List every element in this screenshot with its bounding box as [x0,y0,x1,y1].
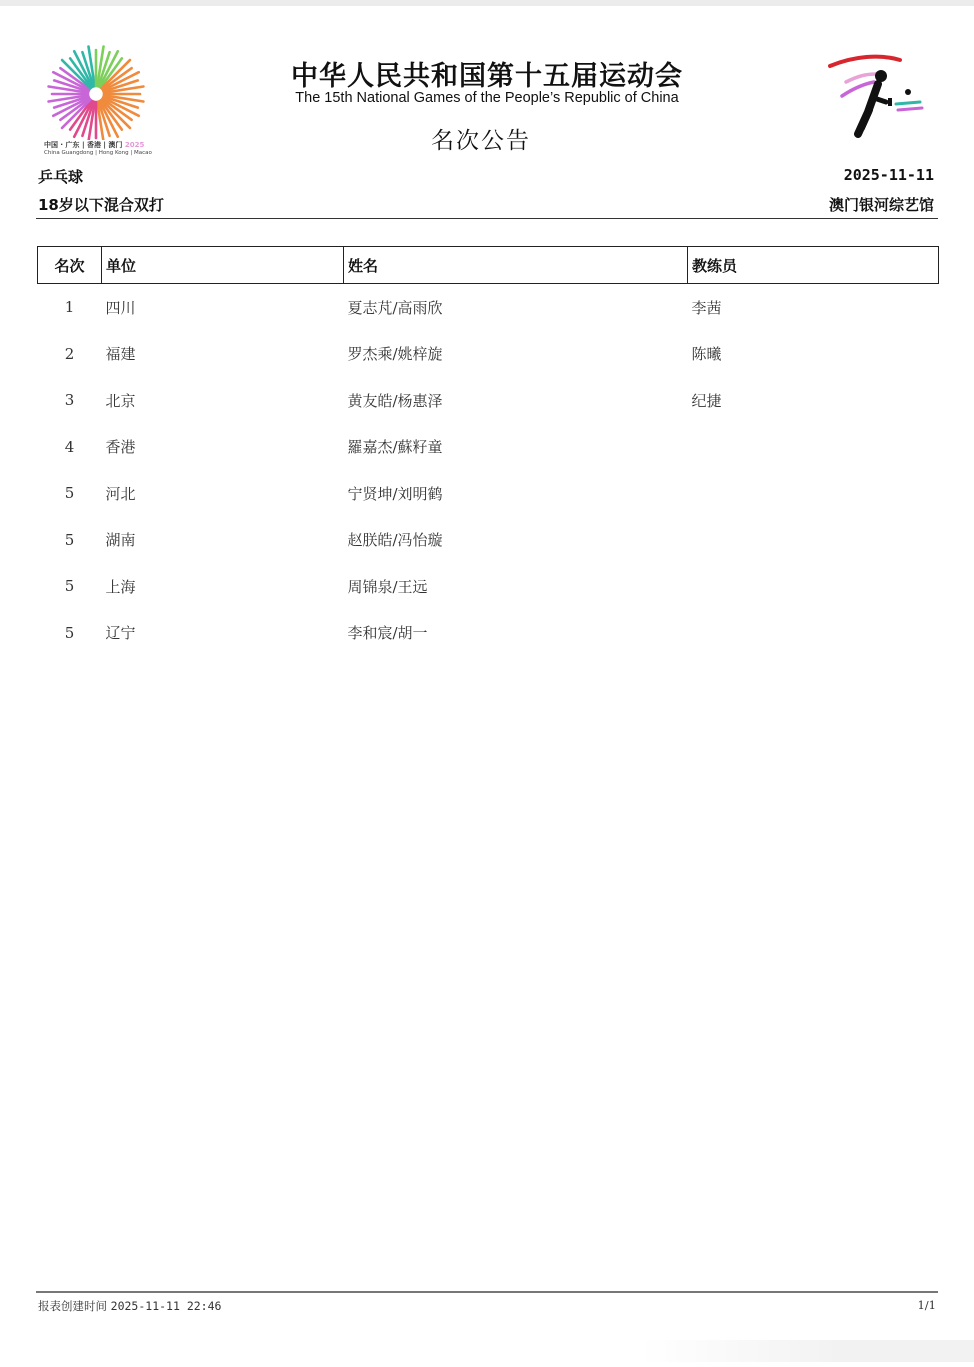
cell-rank: 5 [64,623,75,642]
header-coach: 教练员 [688,247,939,284]
cell-coach: 纪捷 [691,391,722,410]
cell-name: 李和宸/胡一 [347,624,428,643]
table-row [38,331,939,378]
table-tennis-icon [824,52,928,148]
games-title-en: The 15th National Games of the People’s Republic of China [295,90,679,106]
cell-unit: 辽宁 [105,624,136,643]
games-title-zh: 中华人民共和国第十五届运动会 [291,61,683,92]
event-date: 2025-11-11 [843,166,934,184]
cell-name: 赵朕皓/冯怡璇 [347,531,443,550]
event-name: 18岁以下混合双打 [38,196,164,214]
venue-name: 澳门银河综艺馆 [828,196,934,214]
document-title: 名次公告 [431,128,531,154]
cell-rank: 5 [64,530,75,549]
cell-rank: 2 [64,344,75,363]
cell-coach [688,424,939,471]
table-row [38,563,939,610]
table-row [38,284,939,331]
footer-divider [36,1291,938,1293]
table-header-row [38,247,939,284]
cell-coach: 陈曦 [691,345,722,364]
table-row [38,424,939,471]
cell-coach [688,610,939,657]
cell-unit: 四川 [105,298,136,317]
cell-rank: 5 [64,577,75,596]
cell-name: 周锦泉/王远 [347,577,428,596]
cell-name: 羅嘉杰/蘇籽童 [347,438,443,457]
cell-name: 罗杰乘/姚梓旋 [347,345,443,364]
cell-rank: 5 [64,484,75,503]
cell-coach [688,563,939,610]
cell-rank: 1 [64,298,75,317]
header-divider [36,218,938,219]
cell-rank: 4 [64,437,75,456]
cell-coach [688,517,939,564]
cell-name: 宁贤坤/刘明鹤 [347,484,443,503]
cell-unit: 福建 [105,345,136,364]
header-name: 姓名 [344,247,688,284]
table-row [38,517,939,564]
table-row [38,377,939,424]
table-row [38,610,939,657]
bottom-fade [640,1340,974,1362]
cell-coach: 李茜 [691,298,722,317]
results-table [37,246,939,656]
page-number: 1/1 [917,1298,936,1312]
report-created [38,1298,221,1314]
top-band [0,0,974,6]
sport-name: 乒乓球 [38,168,84,186]
header-rank: 名次 [38,247,102,284]
emblem-caption-en: China Guangdong | Hong Kong | Macao [44,150,152,156]
cell-unit: 湖南 [105,531,136,550]
table-tennis-pictogram [824,52,928,148]
created-time: 2025-11-11 22:46 [110,1299,222,1313]
emblem-caption-year: 2025 [124,141,145,149]
cell-unit: 北京 [105,391,136,410]
cell-name: 夏志芃/高雨欣 [347,298,443,317]
cell-unit: 河北 [105,484,136,503]
cell-rank: 3 [64,391,75,410]
emblem-caption-zh: 中国 · 广东 | 香港 | 澳门 [44,141,125,149]
table-row [38,470,939,517]
header-unit: 单位 [102,247,344,284]
created-label: 报表创建时间 [38,1299,107,1313]
cell-coach [688,470,939,517]
cell-name: 黄友皓/杨惠泽 [347,391,443,410]
cell-unit: 上海 [105,577,136,596]
cell-unit: 香港 [105,438,136,457]
